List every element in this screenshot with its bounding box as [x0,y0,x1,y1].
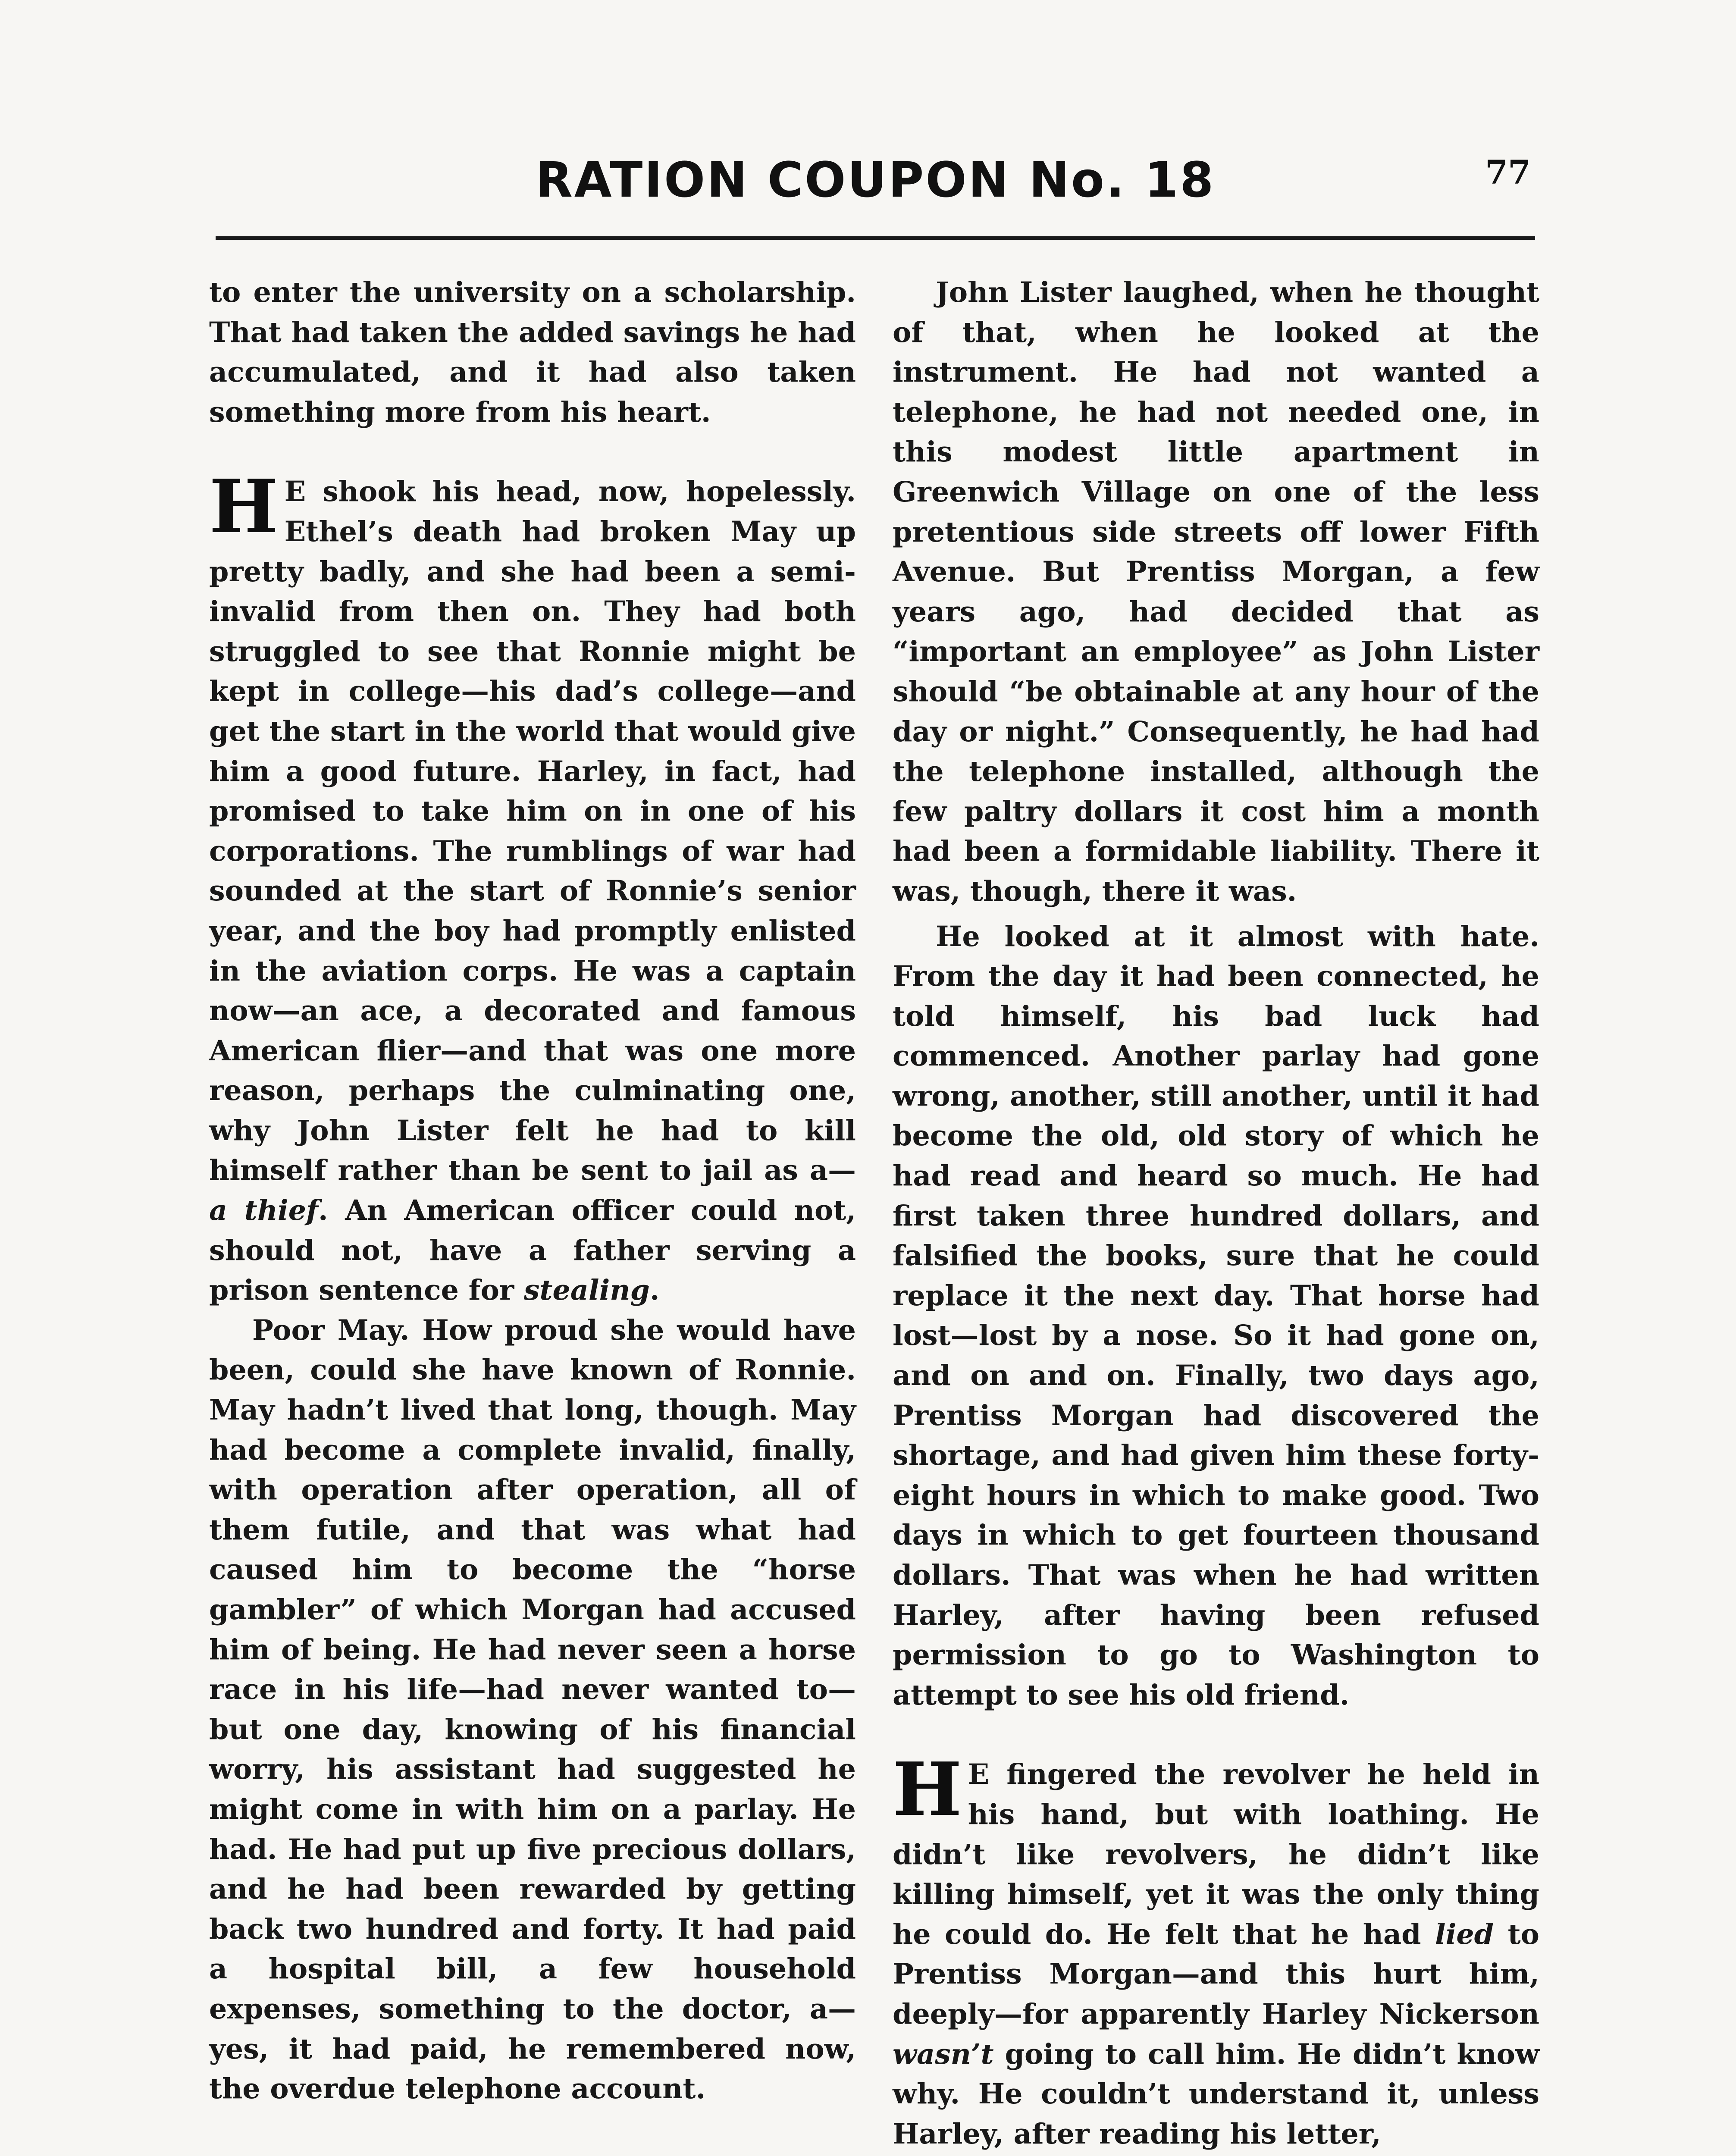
left-column [209,273,856,2109]
paragraph: Poor May. How proud she would have been, could she have known of Ronnie. May hadn’t lived that long, though. May had become a complete invalid, finally, with operation after operation, all of them futile, and that was what had caused him to become the “horse gambler” of which Morgan had accused him of being. He had never seen a horse race in his life—had never wanted to—but one day, knowing of his financial worry, his assistant had suggested he might come in with him on a parlay. He had. He had put up five precious dollars, and he had been rewarded by getting back two hundred and forty. It had paid a hospital bill, a few household expenses, something to the doctor, a—yes, it had paid, he remembered now, the overdue telephone account. [209,1313,856,2106]
drop-cap: H [209,464,279,550]
paragraph-text: shook his head, now, hopelessly. Ethel’s death had broken May up pretty badly, and she had been a semi-invalid from then on. They had both struggled to see that Ronnie might be kept in college—his dad’s college—and get the start in the world that would give him a good future. Harley, in fact, had promised to take him on in one of his corporations. The rumblings of war had sounded at the start of Ronnie’s senior year, and the boy had promptly enlisted in the aviation corps. He was a captain now—an ace, a decorated and famous American flier—and that was one more reason, perhaps the culminating one, why John Lister felt he had to kill himself rather than be sent to jail as a— [209,475,856,1187]
paragraph-text: . An American officer could not, should not, have a father serving a prison sentence for [209,1194,856,1307]
drop-cap: H [893,1746,962,1833]
small-caps-letter: E [968,1758,990,1791]
italic-text: lied [1435,1918,1494,1951]
small-caps-letter: E [284,475,306,508]
page-title: RATION COUPON No. 18 [535,152,1216,208]
paragraph-text: to Prentiss Morgan—and this hurt him, deeply—for apparently Harley Nickerson [893,1918,1540,2031]
italic-text: stealing [523,1274,650,1307]
page-header [216,147,1535,246]
paragraph-with-drop-cap [893,1746,1540,2154]
paragraph-text: fingered the revolver he held in his hand, but with loathing. He didn’t like revolvers, he didn’t like killing himself, yet it was the only thing he could do. He felt that he had [893,1758,1539,1951]
header-rule [216,236,1535,240]
paragraph-text: going to call him. He didn’t know why. He couldn’t understand it, unless Harley, after reading his letter, [893,2037,1539,2150]
page-number: 77 [1485,153,1531,191]
paragraph-text: . [650,1274,660,1307]
right-column [893,273,1539,2154]
italic-text: a thief [209,1194,319,1227]
paragraph: He looked at it almost with hate. From the day it had been connected, he told himself, his bad luck had commenced. Another parlay had gone wrong, another, still another, until it had become the old, old story of which he had read and heard so much. He had first taken three hundred dollars, and falsified the books, sure that he could replace it the next day. That horse had lost—lost by a nose. So it had gone on, and on and on. Finally, two days ago, Prentiss Morgan had discovered the shortage, and had given him these forty-eight hours in which to make good. Two days in which to get fourteen thousand dollars. That was when he had written Harley, after having been refused permission to go to Washington to attempt to see his old friend. [893,920,1539,1711]
paragraph: John Lister laughed, when he thought of that, when he looked at the instrument. He had not wanted a telephone, he had not needed one, in this modest little apartment in Greenwich Village on one of the less pretentious side streets off lower Fifth Avenue. But Prentiss Morgan, a few years ago, had decided that as “important an employee” as John Lister should “be obtainable at any hour of the day or night.” Consequently, he had had the telephone installed, although the few paltry dollars it cost him a month had been a formidable liability. There it was, though, there it was. [893,276,1539,908]
paragraph: to enter the university on a scholarship. That had taken the added savings he had accumulated, and it had also taken something more from his heart. [209,276,856,429]
paragraph-with-drop-cap [209,464,856,1310]
italic-text: wasn’t [893,2037,994,2071]
